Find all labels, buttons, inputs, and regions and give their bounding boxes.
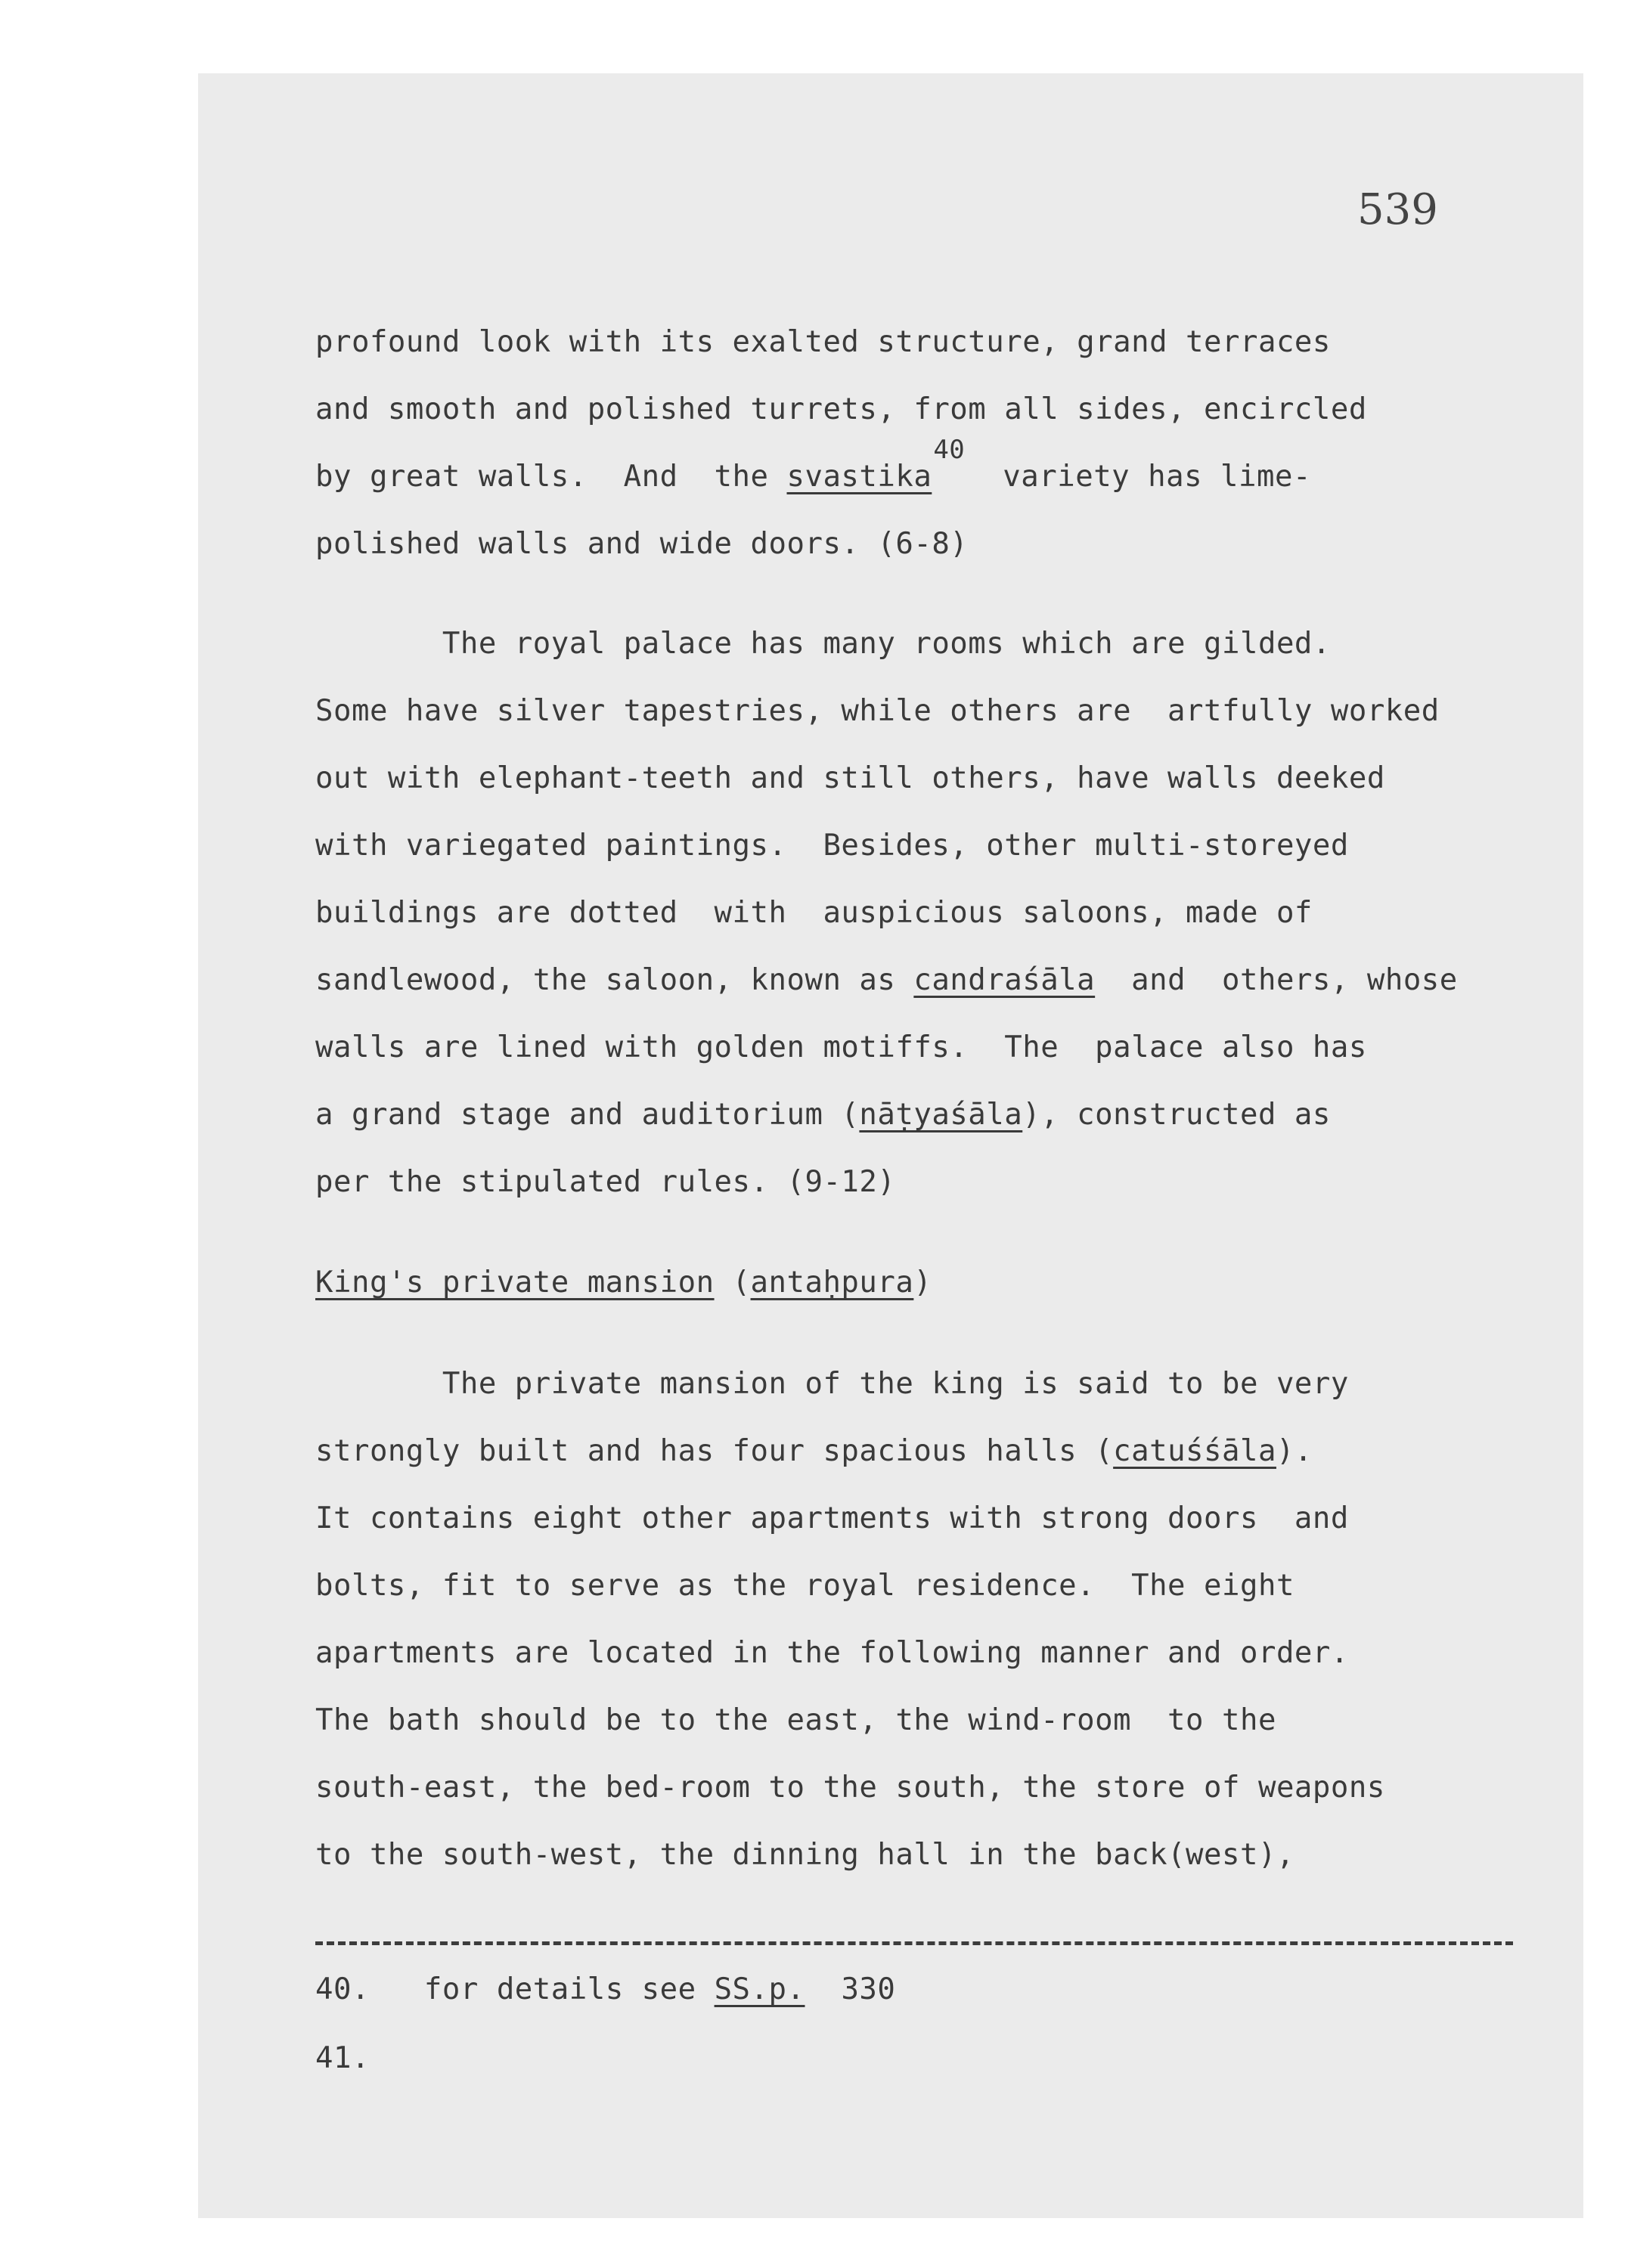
text-segment: by great walls. And the — [315, 460, 787, 494]
text-line — [315, 965, 1458, 995]
term-catussala: catuśśāla — [1113, 1434, 1276, 1468]
term-antahpura: antaḥpura — [750, 1266, 914, 1300]
text-line: profound look with its exalted structure, grand terraces — [315, 325, 1331, 359]
text-line — [315, 1098, 1331, 1132]
heading-title: King's private mansion — [315, 1266, 715, 1300]
text-segment: ) — [913, 1266, 932, 1300]
text-line: Some have silver tapestries, while others are artfully worked — [315, 694, 1440, 728]
text-line: with variegated paintings. Besides, other multi-storeyed — [315, 829, 1349, 863]
text-segment: ). — [1276, 1434, 1313, 1468]
text-line — [315, 435, 1311, 494]
text-segment: a grand stage and auditorium ( — [315, 1098, 860, 1132]
text-line: bolts, fit to serve as the royal residence. The eight — [315, 1569, 1294, 1603]
footnote-number: 41. — [315, 2041, 370, 2075]
footnote-number: 40. — [315, 1972, 370, 2006]
text-line: buildings are dotted with auspicious saloons, made of — [315, 896, 1313, 930]
text-line — [315, 1436, 1313, 1466]
footnote-41 — [315, 2043, 370, 2073]
text-line: The bath should be to the east, the wind-room to the — [315, 1703, 1276, 1737]
text-segment: sandlewood, the saloon, known as — [315, 963, 914, 997]
footnote-reference: SS.p. — [714, 1972, 805, 2006]
term-natyasala: nāṭyaśāla — [859, 1098, 1023, 1132]
text-line: out with elephant-teeth and still others, have walls deeked — [315, 761, 1385, 795]
text-segment: 330 — [805, 1972, 896, 2006]
text-line: and smooth and polished turrets, from all sides, encircled — [315, 392, 1367, 426]
text-line: to the south-west, the dinning hall in the back(west), — [315, 1838, 1294, 1872]
text-line: south-east, the bed-room to the south, the store of weapons — [315, 1771, 1385, 1805]
text-line: polished walls and wide doors. (6-8) — [315, 527, 969, 561]
text-line: The private mansion of the king is said to be very — [315, 1367, 1349, 1401]
footnote-separator — [315, 1941, 1513, 1945]
text-line: The royal palace has many rooms which are gilded. — [315, 627, 1331, 661]
term-candrasala: candraśāla — [913, 963, 1096, 997]
page-number: 539 — [1357, 185, 1438, 234]
footnote-marker: 40 — [933, 435, 966, 465]
text-line: walls are lined with golden motiffs. The palace also has — [315, 1030, 1367, 1064]
text-segment: ), constructed as — [1022, 1098, 1331, 1132]
text-segment: ( — [714, 1266, 751, 1300]
term-svastika: svastika — [786, 460, 932, 494]
text-segment: and others, whose — [1095, 963, 1458, 997]
text-segment: for details see — [369, 1972, 715, 2006]
text-segment: variety has lime- — [966, 460, 1311, 494]
footnote-40 — [315, 1972, 896, 2006]
section-heading — [315, 1266, 932, 1300]
text-line: per the stipulated rules. (9-12) — [315, 1165, 896, 1199]
text-line: apartments are located in the following manner and order. — [315, 1636, 1349, 1670]
text-segment: strongly built and has four spacious halls ( — [315, 1434, 1114, 1468]
footnote-marker-wrap — [932, 435, 966, 494]
text-line: It contains eight other apartments with strong doors and — [315, 1501, 1349, 1535]
